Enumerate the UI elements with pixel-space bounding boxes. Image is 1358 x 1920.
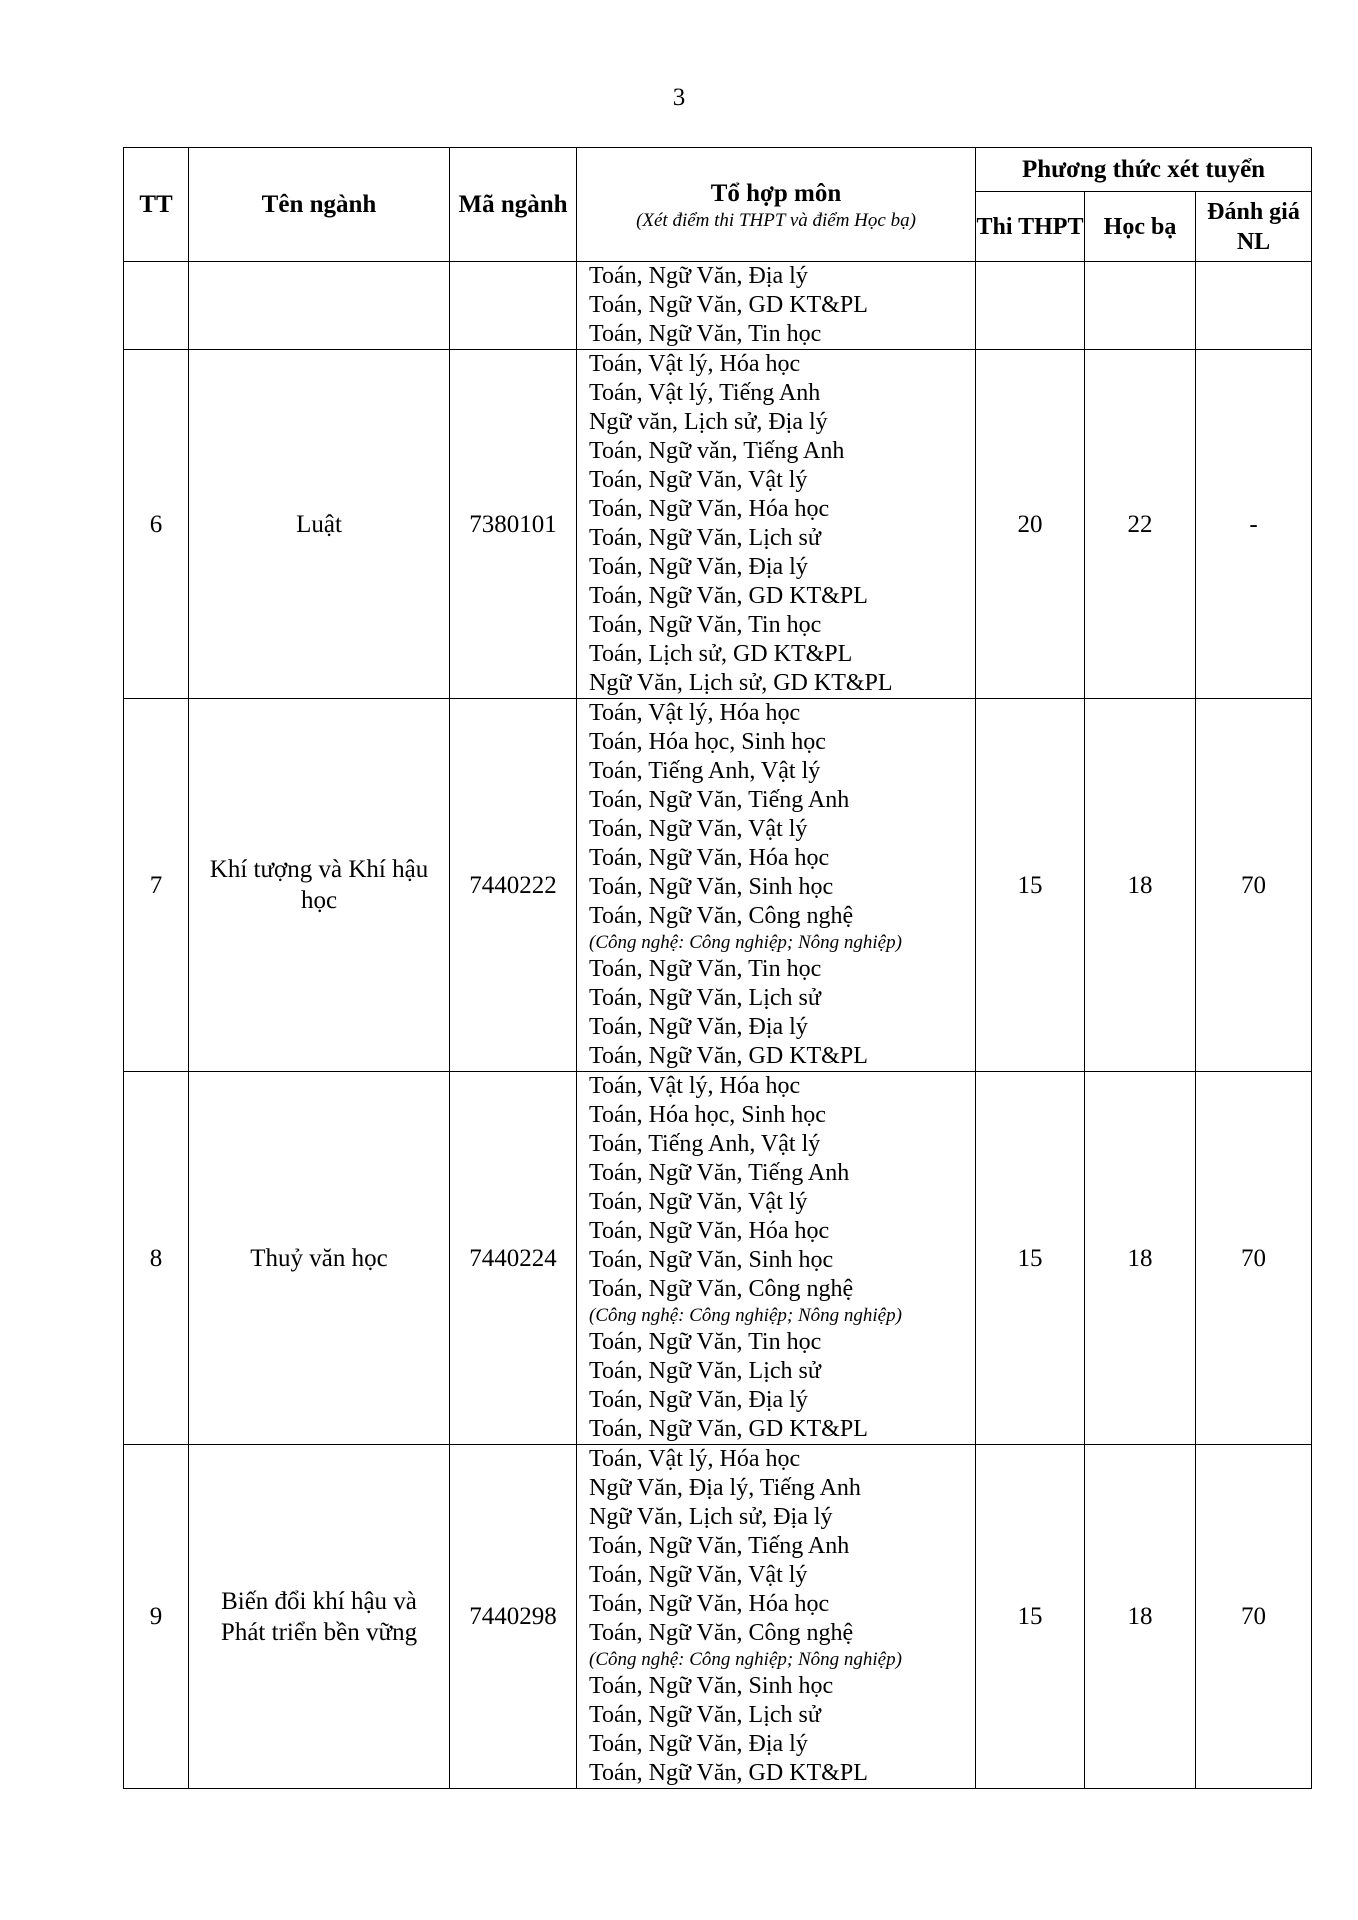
row-tt: 8: [124, 1072, 189, 1445]
combo-item: Toán, Tiếng Anh, Vật lý: [589, 1131, 821, 1157]
combo-item: Toán, Ngữ Văn, Tin học: [589, 1329, 822, 1355]
combo-item: Toán, Ngữ Văn, Lịch sử: [589, 1358, 821, 1384]
combo-item: Toán, Ngữ Văn, GD KT&PL: [589, 583, 868, 609]
combo-item: Toán, Ngữ Văn, Địa lý: [589, 1731, 808, 1757]
row-major-name: [189, 1072, 450, 1445]
table-row: [124, 350, 1312, 699]
combo-item: Toán, Ngữ Văn, Địa lý: [589, 263, 808, 289]
combo-item: Toán, Vật lý, Hóa học: [589, 1446, 801, 1472]
combo-item: Ngữ Văn, Lịch sử, Địa lý: [589, 1504, 833, 1530]
admissions-table: [123, 147, 1312, 1789]
combo-item: Toán, Vật lý, Hóa học: [589, 1073, 801, 1099]
row-major-code: 7440222: [450, 699, 577, 1072]
combo-item: Toán, Ngữ Văn, Vật lý: [589, 1189, 808, 1215]
row-score-hocba: [1085, 262, 1196, 350]
combo-item: Toán, Hóa học, Sinh học: [589, 1102, 826, 1128]
table-row: [124, 1072, 1312, 1445]
row-combos: [577, 262, 976, 350]
combo-item: Toán, Ngữ vǎn, Tiếng Anh: [589, 438, 845, 464]
row-combos: [577, 1072, 976, 1445]
row-major-name: [189, 350, 450, 699]
row-tt: 7: [124, 699, 189, 1072]
combo-item: Toán, Ngữ Văn, Lịch sử: [589, 1702, 821, 1728]
header-major-code: Mã ngành: [450, 148, 577, 262]
combo-item: Toán, Ngữ Văn, Công nghệ: [589, 903, 854, 929]
combo-item: Toán, Ngữ Văn, Tin học: [589, 956, 822, 982]
row-major-name: [189, 262, 450, 350]
major-name-text: Luật: [296, 510, 342, 538]
combo-item: Toán, Ngữ Văn, Công nghệ: [589, 1276, 854, 1302]
row-score-thpt: 15: [976, 1072, 1085, 1445]
row-tt: 9: [124, 1445, 189, 1789]
combo-item: Toán, Ngữ Văn, Tiếng Anh: [589, 1533, 850, 1559]
combo-item: Toán, Ngữ Văn, Địa lý: [589, 554, 808, 580]
header-methods: Phương thức xét tuyển: [976, 148, 1312, 192]
combo-item: Toán, Tiếng Anh, Vật lý: [589, 758, 821, 784]
major-name-text: Biến đổi khí hậu và Phát triển bền vững: [220, 1587, 418, 1646]
row-score-dgnl: 70: [1196, 1445, 1312, 1789]
row-score-thpt: [976, 262, 1085, 350]
combo-item: Toán, Ngữ Văn, Hóa học: [589, 1591, 830, 1617]
combo-item: Toán, Ngữ Văn, Tiếng Anh: [589, 1160, 850, 1186]
combo-item: Toán, Ngữ Văn, GD KT&PL: [589, 1416, 868, 1442]
combo-item: Ngữ văn, Lịch sử, Địa lý: [589, 409, 828, 435]
combo-item: Toán, Ngữ Văn, Tiếng Anh: [589, 787, 850, 813]
combo-item: Toán, Ngữ Văn, Sinh học: [589, 1673, 834, 1699]
major-name-text: Khí tượng và Khí hậu học: [209, 856, 429, 914]
header-combos-title: Tổ hợp môn: [710, 179, 842, 207]
row-tt: 6: [124, 350, 189, 699]
row-score-dgnl: 70: [1196, 699, 1312, 1072]
combo-item: Toán, Ngữ Văn, Sinh học: [589, 1247, 834, 1273]
combo-item: Toán, Lịch sử, GD KT&PL: [589, 641, 853, 667]
row-score-hocba: 18: [1085, 699, 1196, 1072]
row-score-hocba: 18: [1085, 1072, 1196, 1445]
combo-item: Toán, Ngữ Văn, GD KT&PL: [589, 292, 868, 318]
page-number: 3: [672, 84, 686, 111]
combo-item: Toán, Ngữ Văn, Tin học: [589, 321, 822, 347]
combo-item: Toán, Vật lý, Hóa học: [589, 351, 801, 377]
header-combos-note: (Xét điểm thi THPT và điểm Học bạ): [636, 209, 916, 231]
combo-item: Toán, Ngữ Văn, Lịch sử: [589, 525, 821, 551]
row-score-dgnl: [1196, 262, 1312, 350]
row-major-name: [189, 699, 450, 1072]
combo-item: Toán, Vật lý, Tiếng Anh: [589, 380, 821, 406]
combo-note: (Công nghệ: Công nghiệp; Nông nghiệp): [589, 1305, 902, 1326]
header-hocba: Học bạ: [1085, 192, 1196, 262]
row-combos: [577, 1445, 976, 1789]
combo-item: Toán, Ngữ Văn, Địa lý: [589, 1014, 808, 1040]
row-score-hocba: 18: [1085, 1445, 1196, 1789]
row-score-hocba: 22: [1085, 350, 1196, 699]
row-score-dgnl: -: [1196, 350, 1312, 699]
row-major-code: 7440298: [450, 1445, 577, 1789]
row-major-code: [450, 262, 577, 350]
row-major-code: 7380101: [450, 350, 577, 699]
combo-item: Toán, Vật lý, Hóa học: [589, 700, 801, 726]
combo-item: Toán, Ngữ Văn, Công nghệ: [589, 1620, 854, 1646]
table-row: [124, 699, 1312, 1072]
combo-item: Toán, Ngữ Văn, Vật lý: [589, 816, 808, 842]
combo-item: Toán, Ngữ Văn, Địa lý: [589, 1387, 808, 1413]
table-header: [124, 148, 1312, 262]
row-major-code: 7440224: [450, 1072, 577, 1445]
row-score-thpt: 15: [976, 699, 1085, 1072]
combo-item: Toán, Ngữ Văn, Vật lý: [589, 467, 808, 493]
combo-item: Ngữ Văn, Địa lý, Tiếng Anh: [589, 1475, 861, 1501]
header-thpt: Thi THPT: [976, 192, 1085, 262]
combo-item: Toán, Ngữ Văn, GD KT&PL: [589, 1760, 868, 1786]
row-combos: [577, 350, 976, 699]
combo-note: (Công nghệ: Công nghiệp; Nông nghiệp): [589, 1649, 902, 1670]
combo-item: Toán, Ngữ Văn, Vật lý: [589, 1562, 808, 1588]
row-tt: [124, 262, 189, 350]
combo-item: Toán, Ngữ Văn, Lịch sử: [589, 985, 821, 1011]
combo-item: Toán, Ngữ Văn, Sinh học: [589, 874, 834, 900]
row-score-thpt: 15: [976, 1445, 1085, 1789]
header-major-name: Tên ngành: [189, 148, 450, 262]
row-score-dgnl: 70: [1196, 1072, 1312, 1445]
header-combos: [577, 148, 976, 262]
combo-item: Ngữ Văn, Lịch sử, GD KT&PL: [589, 670, 893, 696]
header-tt: TT: [124, 148, 189, 262]
table-body: [124, 262, 1312, 1789]
table-row: [124, 262, 1312, 350]
combo-note: (Công nghệ: Công nghiệp; Nông nghiệp): [589, 932, 902, 953]
combo-item: Toán, Ngữ Văn, GD KT&PL: [589, 1043, 868, 1069]
row-major-name: [189, 1445, 450, 1789]
row-combos: [577, 699, 976, 1072]
table-row: [124, 1445, 1312, 1789]
row-score-thpt: 20: [976, 350, 1085, 699]
combo-item: Toán, Ngữ Văn, Hóa học: [589, 1218, 830, 1244]
combo-item: Toán, Hóa học, Sinh học: [589, 729, 826, 755]
combo-item: Toán, Ngữ Văn, Tin học: [589, 612, 822, 638]
major-name-text: Thuỷ văn học: [250, 1244, 388, 1272]
combo-item: Toán, Ngữ Văn, Hóa học: [589, 496, 830, 522]
combo-item: Toán, Ngữ Văn, Hóa học: [589, 845, 830, 871]
header-dgnl: Đánh giá NL: [1196, 192, 1312, 262]
